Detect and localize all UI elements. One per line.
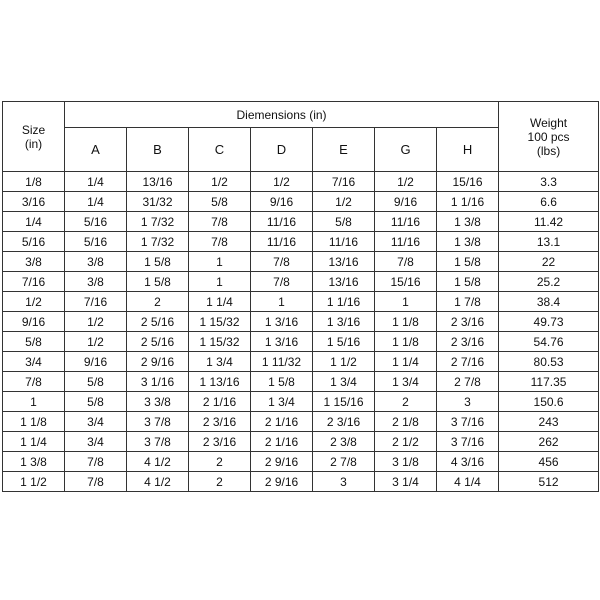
cell-b: 4 1/2 [127,452,189,472]
size-header [3,102,65,172]
cell-d: 2 1/16 [251,432,313,452]
cell-e: 3 [313,472,375,492]
cell-weight: 11.42 [499,212,599,232]
cell-size: 5/8 [3,332,65,352]
cell-g: 1 1/8 [375,312,437,332]
cell-b: 3 1/16 [127,372,189,392]
cell-d: 7/8 [251,252,313,272]
cell-weight: 3.3 [499,172,599,192]
cell-d: 2 9/16 [251,452,313,472]
table-row [3,472,599,492]
cell-a: 7/16 [65,292,127,312]
column-header-h: H [437,128,499,172]
cell-g: 15/16 [375,272,437,292]
cell-weight: 13.1 [499,232,599,252]
cell-c: 1 15/32 [189,312,251,332]
cell-size: 1 1/8 [3,412,65,432]
cell-d: 1 11/32 [251,352,313,372]
cell-h: 2 7/8 [437,372,499,392]
column-header-c: C [189,128,251,172]
cell-g: 1 1/4 [375,352,437,372]
cell-a: 7/8 [65,452,127,472]
cell-weight: 38.4 [499,292,599,312]
cell-e: 13/16 [313,272,375,292]
cell-g: 1/2 [375,172,437,192]
cell-b: 3 7/8 [127,412,189,432]
weight-header-line-1: Weight [529,115,568,130]
cell-size: 3/8 [3,252,65,272]
column-header-b: B [127,128,189,172]
cell-b: 2 5/16 [127,332,189,352]
cell-size: 1 [3,392,65,412]
cell-h: 4 1/4 [437,472,499,492]
cell-b: 31/32 [127,192,189,212]
cell-size: 1/4 [3,212,65,232]
cell-g: 3 1/4 [375,472,437,492]
cell-weight: 54.76 [499,332,599,352]
size-header-line-2: (in) [24,136,43,151]
cell-c: 1 15/32 [189,332,251,352]
cell-e: 2 3/8 [313,432,375,452]
cell-d: 2 9/16 [251,472,313,492]
cell-g: 1 3/4 [375,372,437,392]
cell-e: 1 1/2 [313,352,375,372]
cell-size: 7/8 [3,372,65,392]
cell-b: 2 [127,292,189,312]
cell-g: 2 1/2 [375,432,437,452]
dimensions-header: Diemensions (in) [65,102,499,128]
cell-size: 3/4 [3,352,65,372]
cell-g: 11/16 [375,232,437,252]
cell-e: 1 15/16 [313,392,375,412]
cell-c: 1 3/4 [189,352,251,372]
cell-d: 7/8 [251,272,313,292]
cell-c: 1 [189,252,251,272]
cell-e: 1/2 [313,192,375,212]
cell-c: 2 3/16 [189,412,251,432]
cell-weight: 117.35 [499,372,599,392]
cell-h: 15/16 [437,172,499,192]
cell-b: 1 5/8 [127,252,189,272]
cell-a: 9/16 [65,352,127,372]
cell-h: 2 3/16 [437,332,499,352]
cell-size: 3/16 [3,192,65,212]
cell-a: 1/4 [65,192,127,212]
cell-c: 2 1/16 [189,392,251,412]
cell-size: 1 3/8 [3,452,65,472]
cell-d: 1 3/16 [251,312,313,332]
cell-a: 5/8 [65,372,127,392]
table-row [3,332,599,352]
table-row [3,412,599,432]
cell-b: 1 7/32 [127,232,189,252]
cell-g: 1 [375,292,437,312]
table-row [3,272,599,292]
cell-size: 1/8 [3,172,65,192]
cell-d: 1 [251,292,313,312]
cell-weight: 512 [499,472,599,492]
cell-c: 5/8 [189,192,251,212]
cell-c: 1 [189,272,251,292]
cell-e: 2 3/16 [313,412,375,432]
cell-g: 9/16 [375,192,437,212]
cell-weight: 456 [499,452,599,472]
cell-a: 1/2 [65,332,127,352]
cell-h: 2 7/16 [437,352,499,372]
cell-c: 7/8 [189,232,251,252]
cell-a: 3/8 [65,272,127,292]
table-row [3,292,599,312]
cell-a: 5/16 [65,232,127,252]
dimensions-table [2,101,599,492]
cell-d: 9/16 [251,192,313,212]
header-row-top [3,102,599,128]
cell-size: 5/16 [3,232,65,252]
column-header-d: D [251,128,313,172]
cell-weight: 243 [499,412,599,432]
cell-weight: 80.53 [499,352,599,372]
cell-b: 4 1/2 [127,472,189,492]
cell-weight: 22 [499,252,599,272]
cell-h: 1 7/8 [437,292,499,312]
cell-weight: 6.6 [499,192,599,212]
cell-b: 1 5/8 [127,272,189,292]
cell-h: 3 7/16 [437,412,499,432]
cell-b: 13/16 [127,172,189,192]
cell-b: 2 9/16 [127,352,189,372]
cell-d: 1 3/4 [251,392,313,412]
cell-size: 1 1/2 [3,472,65,492]
cell-c: 1/2 [189,172,251,192]
table-row [3,432,599,452]
table-body [3,172,599,492]
cell-a: 3/4 [65,412,127,432]
cell-d: 1/2 [251,172,313,192]
cell-a: 5/8 [65,392,127,412]
table-row [3,372,599,392]
cell-size: 1 1/4 [3,432,65,452]
cell-weight: 49.73 [499,312,599,332]
cell-g: 7/8 [375,252,437,272]
cell-e: 2 7/8 [313,452,375,472]
cell-h: 3 [437,392,499,412]
cell-c: 2 [189,452,251,472]
column-header-a: A [65,128,127,172]
cell-size: 9/16 [3,312,65,332]
cell-h: 1 1/16 [437,192,499,212]
cell-h: 1 5/8 [437,252,499,272]
cell-h: 4 3/16 [437,452,499,472]
cell-c: 7/8 [189,212,251,232]
cell-b: 2 5/16 [127,312,189,332]
cell-g: 3 1/8 [375,452,437,472]
cell-b: 3 7/8 [127,432,189,452]
cell-c: 2 3/16 [189,432,251,452]
cell-a: 1/2 [65,312,127,332]
cell-weight: 150.6 [499,392,599,412]
cell-d: 11/16 [251,232,313,252]
cell-d: 1 3/16 [251,332,313,352]
cell-g: 11/16 [375,212,437,232]
cell-e: 13/16 [313,252,375,272]
weight-header [499,102,599,172]
cell-h: 2 3/16 [437,312,499,332]
table-row [3,352,599,372]
table-row [3,312,599,332]
table-row [3,252,599,272]
cell-g: 1 1/8 [375,332,437,352]
cell-a: 3/4 [65,432,127,452]
cell-h: 1 3/8 [437,212,499,232]
table-row [3,172,599,192]
cell-e: 1 3/4 [313,372,375,392]
cell-a: 5/16 [65,212,127,232]
cell-e: 11/16 [313,232,375,252]
cell-h: 1 3/8 [437,232,499,252]
cell-g: 2 [375,392,437,412]
table-row [3,452,599,472]
cell-b: 3 3/8 [127,392,189,412]
cell-c: 1 1/4 [189,292,251,312]
cell-size: 1/2 [3,292,65,312]
table-row [3,212,599,232]
column-header-g: G [375,128,437,172]
size-header-line-1: Size [21,122,46,137]
cell-e: 1 5/16 [313,332,375,352]
cell-g: 2 1/8 [375,412,437,432]
cell-a: 3/8 [65,252,127,272]
cell-b: 1 7/32 [127,212,189,232]
table-row [3,192,599,212]
cell-e: 5/8 [313,212,375,232]
table-row [3,232,599,252]
cell-e: 1 3/16 [313,312,375,332]
cell-weight: 25.2 [499,272,599,292]
cell-a: 1/4 [65,172,127,192]
column-header-e: E [313,128,375,172]
cell-size: 7/16 [3,272,65,292]
cell-e: 1 1/16 [313,292,375,312]
cell-d: 2 1/16 [251,412,313,432]
table-row [3,392,599,412]
cell-c: 2 [189,472,251,492]
cell-e: 7/16 [313,172,375,192]
weight-header-line-2: 100 pcs [527,129,570,144]
weight-header-line-3: (lbs) [536,143,561,158]
cell-c: 1 13/16 [189,372,251,392]
cell-h: 1 5/8 [437,272,499,292]
cell-weight: 262 [499,432,599,452]
cell-a: 7/8 [65,472,127,492]
cell-h: 3 7/16 [437,432,499,452]
cell-d: 1 5/8 [251,372,313,392]
cell-d: 11/16 [251,212,313,232]
